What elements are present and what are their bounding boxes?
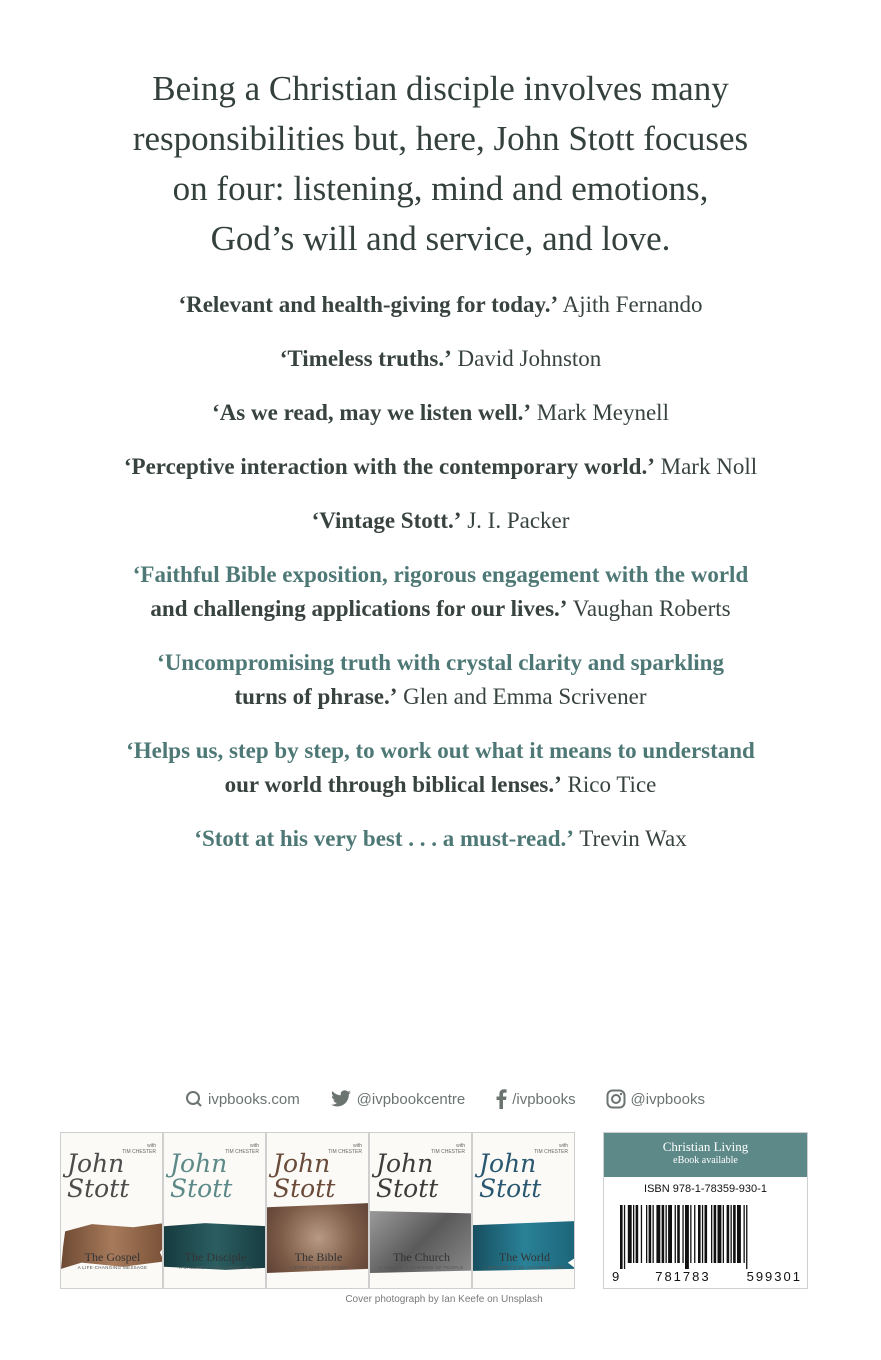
instagram-handle: @ivpbooks	[630, 1090, 705, 1108]
barcode-bar	[685, 1205, 689, 1269]
social-links	[185, 1085, 705, 1113]
barcode-image	[618, 1205, 794, 1269]
cover-title: The Gospel	[84, 1250, 141, 1264]
barcode-digits	[612, 1269, 802, 1284]
cover-title: The Bible	[294, 1250, 343, 1264]
endorsement-author: David Johnston	[457, 346, 602, 371]
twitter-handle: @ivpbookcentre	[356, 1090, 466, 1108]
isbn-text: ISBN 978-1-78359-930-1	[644, 1183, 767, 1195]
barcode-bar	[675, 1205, 676, 1263]
series-cover-gospel	[60, 1132, 163, 1289]
coauthor-credit: with TIM CHESTER	[534, 1143, 568, 1155]
barcode-bar	[620, 1205, 623, 1269]
barcode-bar	[690, 1205, 691, 1263]
cover-author: John Stott	[376, 1149, 439, 1203]
photo-credit: Cover photograph by Ian Keefe on Unsplash	[345, 1294, 543, 1305]
endorsement	[40, 342, 841, 376]
endorsement-quote: turns of phrase.’	[234, 684, 398, 709]
endorsement-quote: ‘Helps us, step by step, to work out what it means to understand	[126, 738, 755, 763]
barcode-bar	[746, 1205, 747, 1269]
endorsement-author: Mark Meynell	[536, 400, 669, 425]
barcode-bar	[668, 1205, 672, 1263]
coauthor-credit: with TIM CHESTER	[122, 1143, 156, 1155]
cover-title: The Church	[393, 1250, 450, 1264]
barcode-bar	[628, 1205, 632, 1263]
facebook-handle: /ivpbooks	[512, 1090, 576, 1108]
barcode-bar	[656, 1205, 660, 1263]
barcode-bar	[653, 1205, 654, 1263]
cover-subtitle: A CALLING TO BE CHRISTLIKE	[178, 1265, 253, 1270]
barcode-bar	[646, 1205, 647, 1263]
barcode-bar	[744, 1205, 745, 1263]
endorsement-quote: ‘Faithful Bible exposition, rigorous engagement with the world	[132, 562, 749, 587]
series-cover-disciple	[163, 1132, 266, 1289]
barcode-bar	[641, 1205, 642, 1263]
endorsement	[40, 646, 841, 714]
category-banner	[604, 1133, 807, 1177]
barcode-bar	[723, 1205, 724, 1263]
endorsement	[40, 504, 841, 538]
barcode-bar	[636, 1205, 639, 1263]
barcode-bar	[737, 1205, 741, 1263]
facebook-icon	[495, 1089, 507, 1109]
barcode-bar	[624, 1205, 625, 1269]
barcode-left-digits: 781783	[655, 1269, 711, 1284]
endorsement-author: Mark Noll	[660, 454, 758, 479]
cover-title: The World	[498, 1250, 551, 1264]
endorsement-quote: ‘As we read, may we listen well.’	[212, 400, 531, 425]
blurb-line: responsibilities but, here, John Stott focuses	[132, 119, 749, 158]
barcode-bar	[677, 1205, 680, 1263]
instagram-link[interactable]	[606, 1089, 705, 1109]
cover-author: John Stott	[67, 1149, 130, 1203]
barcode-bar	[694, 1205, 695, 1263]
website-text: ivpbooks.com	[208, 1090, 300, 1108]
barcode-lead-digit: 9	[612, 1269, 620, 1284]
endorsement-quote: and challenging applications for our lives.’	[150, 596, 568, 621]
endorsement-list	[40, 288, 841, 876]
endorsement-quote: ‘Vintage Stott.’	[311, 508, 462, 533]
twitter-link[interactable]	[330, 1090, 466, 1108]
barcode-bar	[666, 1205, 667, 1263]
twitter-icon	[330, 1090, 352, 1108]
cover-subtitle: A UNIQUE GATHERING OF PEOPLE	[379, 1265, 464, 1270]
endorsement-quote: ‘Uncompromising truth with crystal clarity and sparkling	[157, 650, 724, 675]
search-icon	[185, 1090, 203, 1108]
endorsement-quote: ‘Relevant and health-giving for today.’	[178, 292, 559, 317]
coauthor-credit: with TIM CHESTER	[328, 1143, 362, 1155]
barcode-bar	[727, 1205, 730, 1263]
instagram-icon	[606, 1089, 626, 1109]
barcode-bar	[702, 1205, 703, 1263]
endorsement	[40, 558, 841, 626]
cover-subtitle: A LIFE-CHANGING MESSAGE	[77, 1265, 148, 1270]
endorsement-author: Rico Tice	[567, 772, 657, 797]
endorsement-author: Glen and Emma Scrivener	[403, 684, 647, 709]
barcode-bar	[682, 1205, 683, 1263]
coauthor-credit: with TIM CHESTER	[225, 1143, 259, 1155]
cover-title: The Disciple	[184, 1250, 247, 1264]
blurb-line: God’s will and service, and love.	[210, 219, 671, 258]
barcode-bar	[733, 1205, 736, 1263]
website-link[interactable]	[185, 1090, 300, 1108]
cover-subtitle: A BOOK LIKE NO OTHER	[288, 1265, 348, 1270]
back-cover-blurb	[60, 64, 821, 264]
endorsement	[40, 288, 841, 322]
endorsement-quote: ‘Stott at his very best . . . a must-read.’	[194, 826, 574, 851]
series-cover-world	[472, 1132, 575, 1289]
endorsement-quote: ‘Perceptive interaction with the contemporary world.’	[123, 454, 655, 479]
coauthor-credit: with TIM CHESTER	[431, 1143, 465, 1155]
barcode-bar	[705, 1205, 708, 1263]
facebook-link[interactable]	[495, 1089, 575, 1109]
barcode-bar	[662, 1205, 665, 1263]
barcode-bar	[633, 1205, 634, 1263]
ebook-label: eBook available	[673, 1155, 738, 1166]
barcode-bar	[731, 1205, 732, 1263]
barcode-right-digits: 599301	[746, 1269, 802, 1284]
blurb-line: Being a Christian disciple involves many	[152, 69, 729, 108]
endorsement-author: Trevin Wax	[579, 826, 687, 851]
endorsement-author: J. I. Packer	[467, 508, 570, 533]
barcode-bar	[714, 1205, 717, 1263]
endorsement	[40, 822, 841, 856]
endorsement-quote: our world through biblical lenses.’	[224, 772, 562, 797]
series-cover-bible	[266, 1132, 369, 1289]
cover-author: John Stott	[273, 1149, 336, 1203]
barcode-bar	[698, 1205, 701, 1263]
endorsement-author: Vaughan Roberts	[572, 596, 731, 621]
endorsement	[40, 450, 841, 484]
series-covers	[60, 1132, 577, 1289]
barcode-bar	[718, 1205, 722, 1263]
series-cover-church	[369, 1132, 472, 1289]
endorsement-quote: ‘Timeless truths.’	[279, 346, 452, 371]
cover-subtitle: A MISSION TO BE ACCOMPLISHED	[482, 1265, 566, 1270]
category-label: Christian Living	[662, 1139, 749, 1154]
endorsement-author: Ajith Fernando	[562, 292, 703, 317]
blurb-line: on four: listening, mind and emotions,	[172, 169, 709, 208]
barcode-bar	[711, 1205, 712, 1263]
barcode-panel	[603, 1132, 808, 1289]
endorsement	[40, 396, 841, 430]
barcode-bar	[649, 1205, 652, 1263]
cover-author: John Stott	[479, 1149, 542, 1203]
endorsement	[40, 734, 841, 802]
cover-author: John Stott	[170, 1149, 233, 1203]
